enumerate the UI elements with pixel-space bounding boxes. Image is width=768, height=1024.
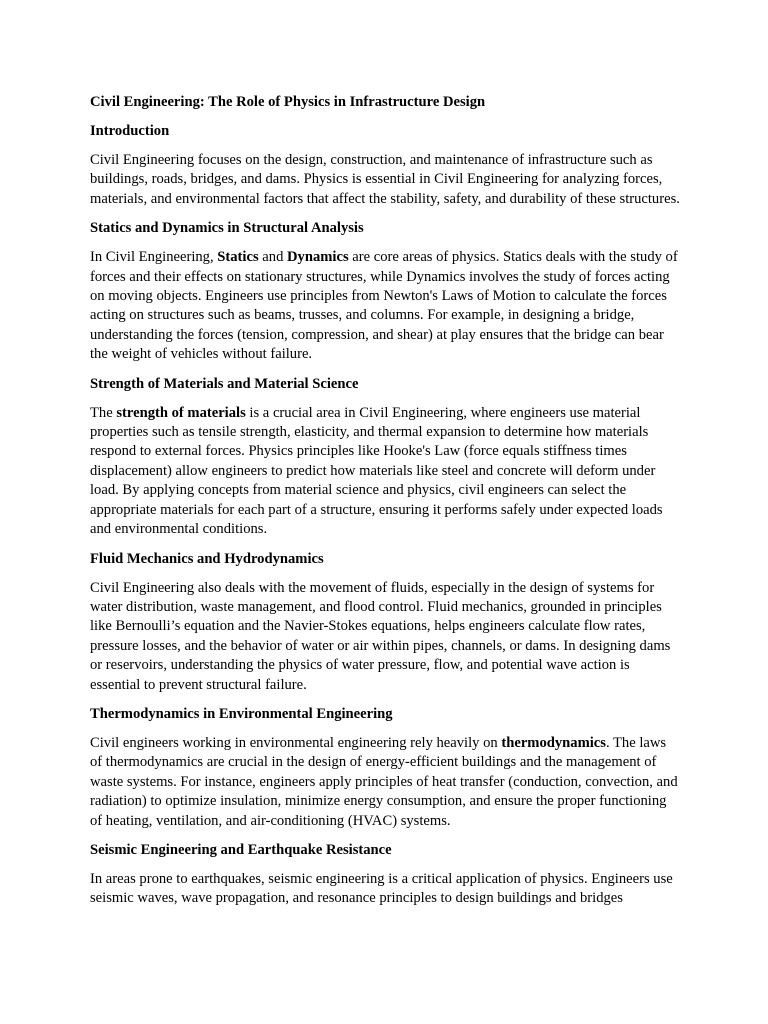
paragraph-text: is a crucial area in Civil Engineering, where engineers use material properties such as tensile strength, elasticity, and thermal expansion to determine how materials respond to external forces. Physics principles like Hooke's Law (force equals stiffness times displacement) allow engineers to predict how materials like steel and concrete will deform under load. By applying concepts from material science and physics, civil engineers can select the appropriate materials for each part of a structure, ensuring it performs safely under expected loads and environmental conditions. [90,404,663,538]
paragraph-text: and [258,249,288,266]
section-heading: Fluid Mechanics and Hydrodynamics [90,550,324,567]
section-heading: Strength of Materials and Material Science [90,375,359,392]
document-page [90,93,680,919]
section-paragraph [90,151,680,209]
bold-term: strength of materials [116,404,246,421]
bold-term: thermodynamics [501,734,606,751]
section-paragraph [90,734,680,831]
bold-term: Dynamics [287,249,349,266]
document-title: Civil Engineering: The Role of Physics in Infrastructure Design [90,94,486,110]
paragraph-text: Civil engineers working in environmental engineering rely heavily on [90,734,502,751]
section-paragraph [90,248,680,364]
section-heading: Statics and Dynamics in Structural Analysis [90,220,364,237]
paragraph-text: In Civil Engineering, [90,249,218,266]
section-paragraph [90,870,680,909]
section-paragraph [90,579,680,695]
paragraph-text: are core areas of physics. Statics deals with the study of forces and their effects on stationary structures, while Dynamics involves the study of forces acting on moving objects. Engineers use principles from Newton's Laws of Motion to calculate the forces acting on structures such as beams, trusses, and columns. For example, in designing a bridge, understanding the forces (tension, compression, and shear) at play ensures that the bridge can bear the weight of vehicles without failure. [90,249,678,363]
paragraph-text: . The laws of thermodynamics are crucial in the design of energy-efficient buildings and the management of waste systems. For instance, engineers apply principles of heat transfer (conduction, convection, and radiation) to optimize insulation, minimize energy consumption, and ensure the proper functioning of heating, ventilation, and air-conditioning (HVAC) systems. [90,734,678,829]
section-heading: Thermodynamics in Environmental Engineering [90,705,393,722]
document-sections [90,122,680,909]
bold-term: Statics [217,249,259,266]
paragraph-text: In areas prone to earthquakes, seismic engineering is a critical application of physics. Engineers use seismic waves, wave propagation, and resonance principles to design buildings and bridges [90,870,673,907]
paragraph-text: Civil Engineering also deals with the movement of fluids, especially in the design of systems for water distribution, waste management, and flood control. Fluid mechanics, grounded in principles like Bernoulli’s equation and the Navier-Stokes equations, helps engineers calculate flow rates, pressure losses, and the behavior of water or air within pipes, channels, or dams. In designing dams or reservoirs, understanding the physics of water pressure, flow, and potential wave action is essential to prevent structural failure. [90,579,671,693]
section-paragraph [90,404,680,540]
section-heading: Seismic Engineering and Earthquake Resistance [90,841,392,858]
paragraph-text: The [90,404,117,421]
paragraph-text: Civil Engineering focuses on the design, construction, and maintenance of infrastructure such as buildings, roads, bridges, and dams. Physics is essential in Civil Engineering for analyzing forces, materials, and environmental factors that affect the stability, safety, and durability of these structures. [90,152,680,207]
section-heading: Introduction [90,123,170,139]
